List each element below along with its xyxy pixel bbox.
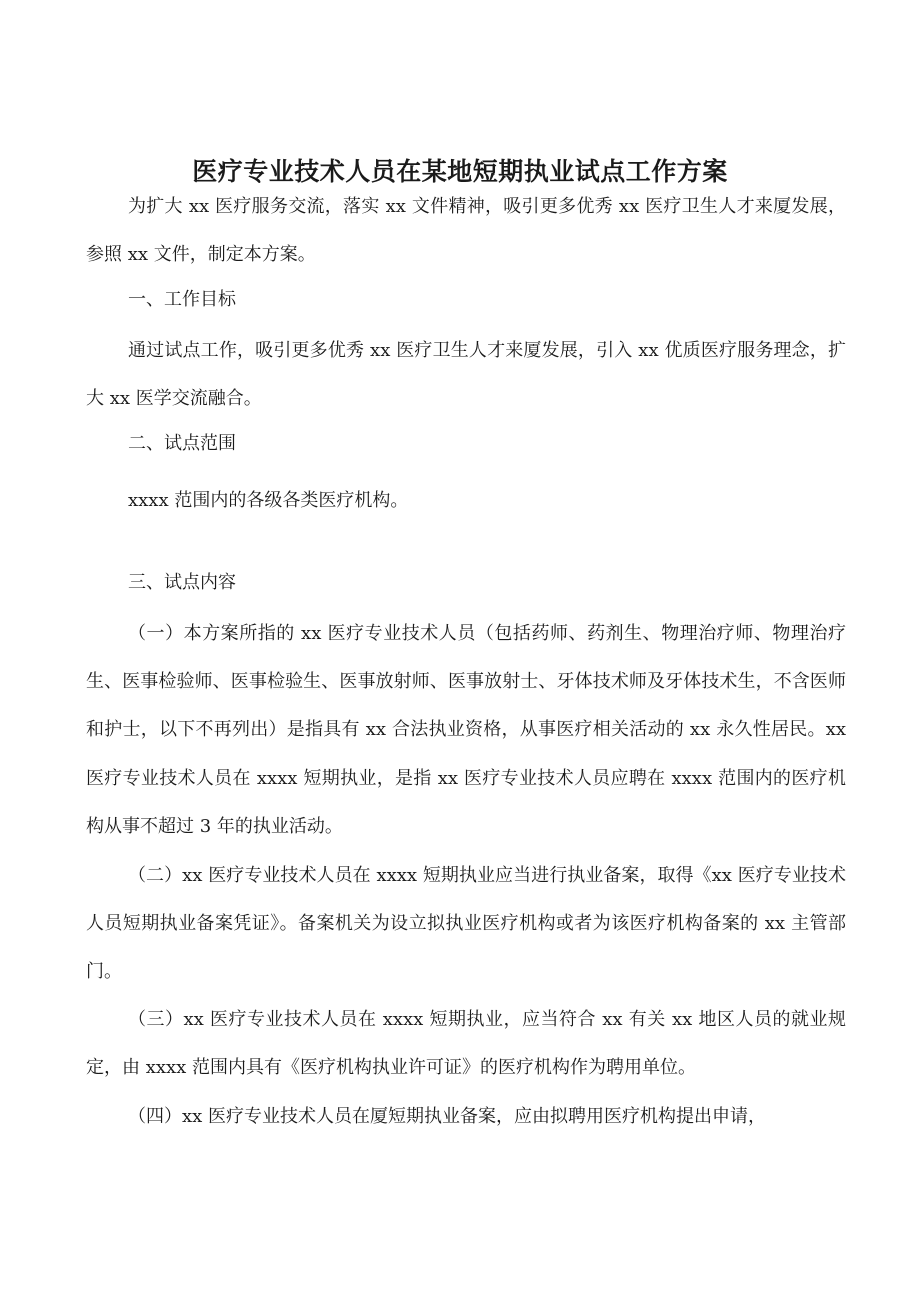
section-paragraph-scope: xxxx 范围内的各级各类医疗机构。 <box>128 490 409 511</box>
content-item-3: （三）xx 医疗专业技术人员在 xxxx 短期执业，应当符合 xx 有关 xx 地区人员的就业规定，由 xxxx 范围内具有《医疗机构执业许可证》的医疗机构作为聘用单位。 <box>86 1009 846 1079</box>
content-item-1: （一）本方案所指的 xx 医疗专业技术人员（包括药师、药剂生、物理治疗师、物理治疗生、医事检验师、医事检验生、医事放射师、医事放射士、牙体技术师及牙体技术生，不含医师和护士，以下不再列出）是指具有 xx 合法执业资格，从事医疗相关活动的 xx 永久性居民。xx 医疗专业技术人员在 xxxx 短期执业，是指 xx 医疗专业技术人员应聘在 xxxx 范围内的医疗机构从事不超过 3 年的执业活动。 <box>86 623 846 837</box>
section-heading-scope: 二、试点范围 <box>128 433 236 454</box>
section-paragraph-goals: 通过试点工作，吸引更多优秀 xx 医疗卫生人才来厦发展，引入 xx 优质医疗服务理念，扩大 xx 医学交流融合。 <box>86 340 846 410</box>
content-item-2: （二）xx 医疗专业技术人员在 xxxx 短期执业应当进行执业备案，取得《xx 医疗专业技术人员短期执业备案凭证》。备案机关为设立拟执业医疗机构或者为该医疗机构备案的 xx 主管部门。 <box>86 865 846 983</box>
section-heading-goals: 一、工作目标 <box>128 289 236 310</box>
section-heading-content: 三、试点内容 <box>128 572 236 593</box>
content-item-4: （四）xx 医疗专业技术人员在厦短期执业备案，应由拟聘用医疗机构提出申请， <box>128 1106 767 1127</box>
intro-paragraph: 为扩大 xx 医疗服务交流，落实 xx 文件精神，吸引更多优秀 xx 医疗卫生人才来厦发展，参照 xx 文件，制定本方案。 <box>86 196 846 266</box>
document-title: 医疗专业技术人员在某地短期执业试点工作方案 <box>192 156 728 186</box>
